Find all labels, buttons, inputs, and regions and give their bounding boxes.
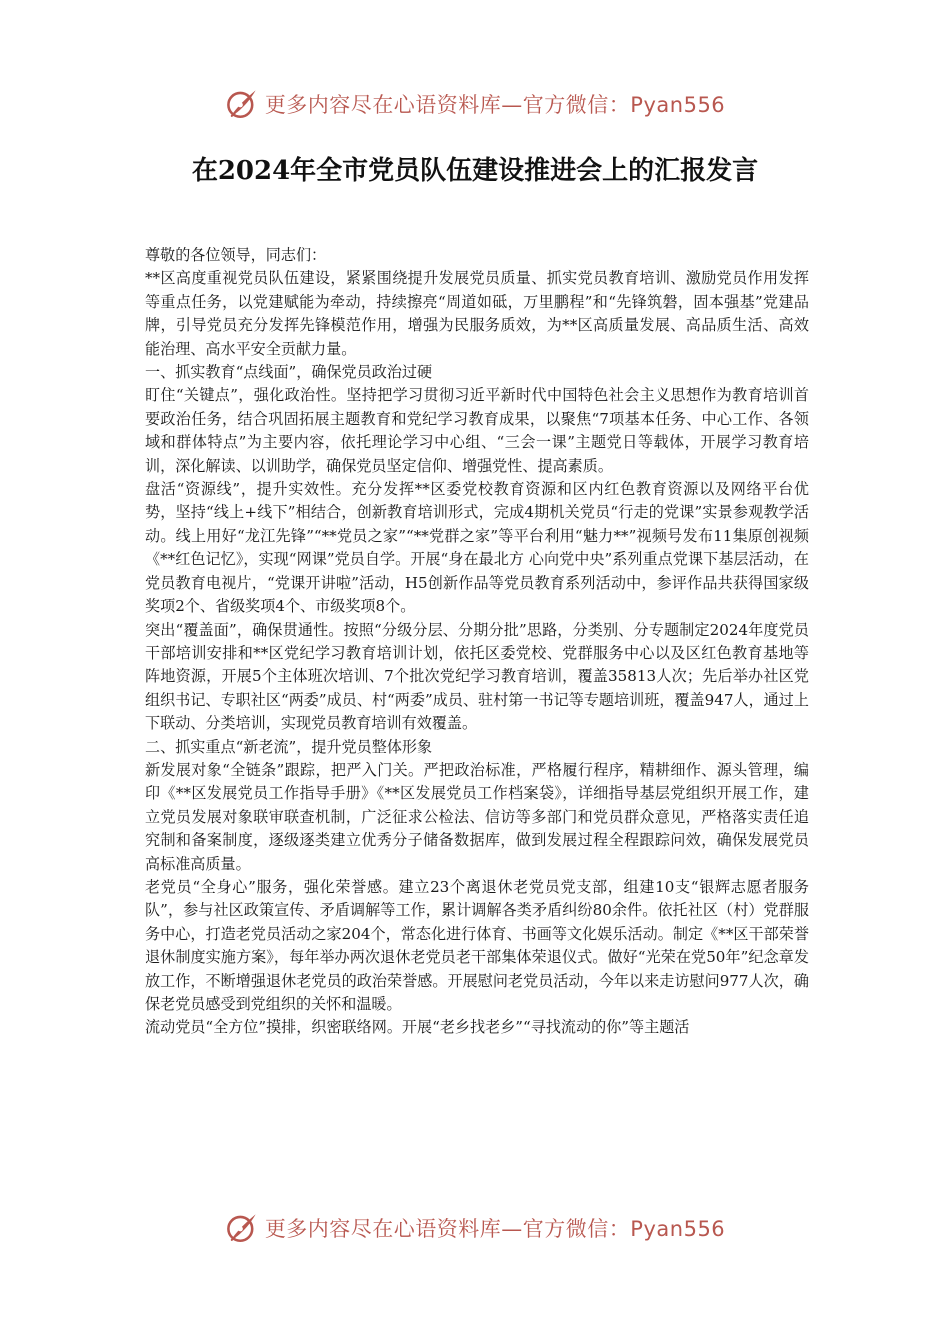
document-title: 在2024年全市党员队伍建设推进会上的汇报发言 [191, 156, 759, 186]
paragraph-mobile-members: 流动党员“全方位”摸排，织密联络网。开展“老乡找老乡”“寻找流动的你”等主题活 [145, 1018, 690, 1037]
paragraph-intro: **区高度重视党员队伍建设，紧紧围绕提升发展党员质量、抓实党员教育培训、激励党员作用发挥等重点任务，以党建赋能为牵动，持续擦亮“周道如砥，万里鹏程”和“先锋筑磐，固本强基”党建品牌，引导党员充分发挥先锋模范作用，增强为民服务质效，为**区高质量发展、高品质生活、高效能治理、高水平安全贡献力量。 [145, 269, 809, 358]
quill-pen-logo-icon [225, 87, 259, 121]
document-body [145, 244, 809, 1040]
watermark-text: 更多内容尽在心语资料库—官方微信：Pyan556 [264, 1217, 726, 1241]
section-heading-1: 一、抓实教育“点线面”，确保党员政治过硬 [145, 363, 433, 382]
section-heading-2: 二、抓实重点“新老流”，提升党员整体形象 [145, 737, 433, 756]
salutation: 尊敬的各位领导，同志们： [145, 246, 327, 264]
paragraph-old-members: 老党员“全身心”服务，强化荣誉感。建立23个离退休老党员党支部，组建10支“银辉志愿者服务队”，参与社区政策宣传、矛盾调解等工作，累计调解各类矛盾纠纷80余件。依托社区（村）党群服务中心，打造老党员活动之家204个，常态化进行体育、书画等文化娱乐活动。制定《**区干部荣誉退休制度实施方案》，每年举办两次退休老党员老干部集体荣退仪式。做好“光荣在党50年”纪念章发放工作，不断增强退休老党员的政治荣誉感。开展慰问老党员活动，今年以来走访慰问977人次，确保老党员感受到党组织的关怀和温暖。 [145, 877, 809, 1013]
watermark-text: 更多内容尽在心语资料库—官方微信：Pyan556 [264, 93, 726, 117]
watermark-header [0, 84, 950, 124]
watermark-footer [0, 1208, 950, 1248]
paragraph-new-members: 新发展对象“全链条”跟踪，把严入门关。严把政治标准，严格履行程序，精耕细作、源头管理，编印《**区发展党员工作指导手册》《**区发展党员工作档案袋》，详细指导基层党组织开展工作，建立党员发展对象联审联查机制，广泛征求公检法、信访等多部门和党员群众意见，严格落实责任追究制和备案制度，逐级逐类建立优秀分子储备数据库，做到发展过程全程跟踪问效，确保发展党员高标准高质量。 [145, 760, 809, 873]
paragraph-key-point: 盯住“关键点”，强化政治性。坚持把学习贯彻习近平新时代中国特色社会主义思想作为教育培训首要政治任务，结合巩固拓展主题教育和党纪学习教育成果，以聚焦“7项基本任务、中心工作、各领域和群体特点”为主要内容，依托理论学习中心组、“三会一课”主题党日等载体，开展学习教育培训，深化解读、以训助学，确保党员坚定信仰、增强党性、提高素质。 [145, 386, 809, 475]
paragraph-resource-line: 盘活“资源线”，提升实效性。充分发挥**区委党校教育资源和区内红色教育资源以及网络平台优势，坚持“线上+线下”相结合，创新教育培训形式，完成4期机关党员“行走的党课”实景参观教学活动。线上用好“龙江先锋”“**党员之家”“**党群之家”等平台利用“魅力**”视频号发布11集原创视频《**红色记忆》，实现“网课”党员自学。开展“身在最北方 心向党中央”系列重点党课下基层活动，在党员教育电视片，“党课开讲啦”活动，H5创新作品等党员教育系列活动中，参评作品共获得国家级奖项2个、省级奖项4个、市级奖项8个。 [145, 480, 809, 616]
paragraph-coverage: 突出“覆盖面”，确保贯通性。按照“分级分层、分期分批”思路，分类别、分专题制定2024年度党员干部培训安排和**区党纪学习教育培训计划，依托区委党校、党群服务中心以及区红色教育基地等阵地资源，开展5个主体班次培训、7个批次党纪学习教育培训，覆盖35813人次；先后举办社区党组织书记、专职社区“两委”成员、村“两委”成员、驻村第一书记等专题培训班，覆盖947人，通过上下联动、分类培训，实现党员教育培训有效覆盖。 [145, 620, 809, 733]
quill-pen-logo-icon [225, 1211, 259, 1245]
